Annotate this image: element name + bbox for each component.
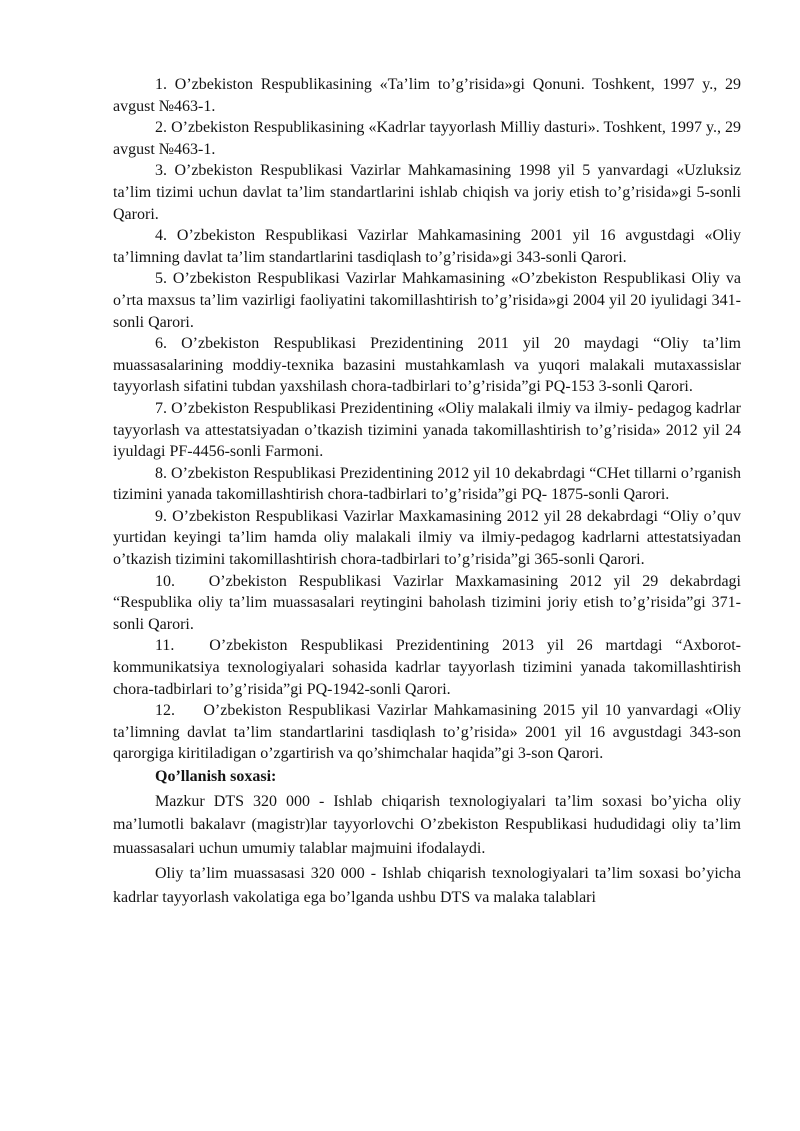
body-paragraph: Mazkur DTS 320 000 - Ishlab chiqarish texnologiyalari ta’lim soxasi bo’yicha oliy ma’lumotli bakalavr (magistr)lar tayyorlovchi O’zbekiston Respublikasi hududidagi oliy ta’lim muassasalari uchun umumiy talablar majmuini ifodalaydi. [113, 793, 741, 857]
body-paragraph: Oliy ta’lim muassasasi 320 000 - Ishlab chiqarish texnologiyalari ta’lim soxasi bo’yicha kadrlar tayyorlash vakolatiga ega bo’lganda ushbu DTS va malaka talablari [113, 865, 741, 906]
list-item: 5. O’zbekiston Respublikasi Vazirlar Mahkamasining «O’zbekiston Respublikasi Oliy va o’rta maxsus ta’lim vazirligi faoliyatini takomillashtirish to’g’risida»gi 2004 yil 20 iyulidagi 341-sonli Qarori. [113, 270, 742, 331]
reference-list [113, 74, 741, 765]
list-item: 2. O’zbekiston Respublikasining «Kadrlar tayyorlash Milliy dasturi». Toshkent, 1997 y., 29 avgust №463-1. [113, 119, 742, 158]
list-item: 1. O’zbekiston Respublikasining «Ta’lim to’g’risida»gi Qonuni. Toshkent, 1997 y., 29 avgust №463-1. [113, 76, 742, 115]
list-item: 11. O’zbekiston Respublikasi Prezidentining 2013 yil 26 martdagi “Axborot- kommunikatsiya texnologiyalari sohasida kadrlar tayyorlash tizimini yanada takomillashtirish chora-tadbirlari to’g’risida”gi PQ-1942-sonli Qarori. [113, 637, 742, 698]
list-item: 9. O’zbekiston Respublikasi Vazirlar Maxkamasining 2012 yil 28 dekabrdagi “Oliy o’quv yurtidan keyingi ta’lim hamda oliy malakali ilmiy va ilmiy-pedagog kadrlarni attestatsiyadan o’tkazish tizimini takomillashtirish chora-tadbirlari to’g’risida”gi 365-sonli Qarori. [113, 507, 742, 569]
list-item: 4. O’zbekiston Respublikasi Vazirlar Mahkamasining 2001 yil 16 avgustdagi «Oliy ta’limning davlat ta’lim standartlarini tasdiqlash to’g’risida»gi 343-sonli Qarori. [113, 227, 742, 266]
section-heading: Qo’llanish soxasi: [155, 768, 277, 785]
list-item: 8. O’zbekiston Respublikasi Prezidentining 2012 yil 10 dekabrdagi “CHet tillarni o’rganish tizimini yanada takomillashtirish chora-tadbirlari to’g’risida”gi PQ- 1875-sonli Qarori. [113, 464, 742, 504]
list-item: 3. O’zbekiston Respublikasi Vazirlar Mahkamasining 1998 yil 5 yanvardagi «Uzluksiz ta’lim tizimi uchun davlat ta’lim standartlarini ishlab chiqish va joriy etish to’g’risida»gi 5-sonli Qarori. [113, 162, 742, 223]
list-item: 6. O’zbekiston Respublikasi Prezidentining 2011 yil 20 maydagi “Oliy ta’lim muassasalarining moddiy-texnika bazasini mustahkamlash va yuqori malakali mutaxassislar tayyorlash sifatini tubdan yaxshilash chora-tadbirlari to’g’risida”gi PQ-153 3-sonli Qarori. [113, 335, 742, 396]
document-page [113, 74, 741, 909]
list-item: 10. O’zbekiston Respublikasi Vazirlar Maxkamasining 2012 yil 29 dekabrdagi “Respublika oliy ta’lim muassasalari reytingini baholash tizimini joriy etish to’g’risida”gi 371-sonli Qarori. [113, 572, 741, 633]
list-item: 7. O’zbekiston Respublikasi Prezidentining «Oliy malakali ilmiy va ilmiy- pedagog kadrlar tayyorlash va attestatsiyadan o’tkazish tizimini yanada takomillashtirish to’g’risida» 2012 yil 24 iyuldagi PF-4456-sonli Farmoni. [113, 399, 741, 461]
list-item: 12. O’zbekiston Respublikasi Vazirlar Mahkamasining 2015 yil 10 yanvardagi «Oliy ta’limning davlat ta’lim standartlarini tasdiqlash to’g’risida» 2001 yil 16 avgustdagi 343-son qarorgiga kiritiladigan o’zgartirish va qo’shimchalar haqida”gi 3-son Qarori. [113, 702, 742, 763]
